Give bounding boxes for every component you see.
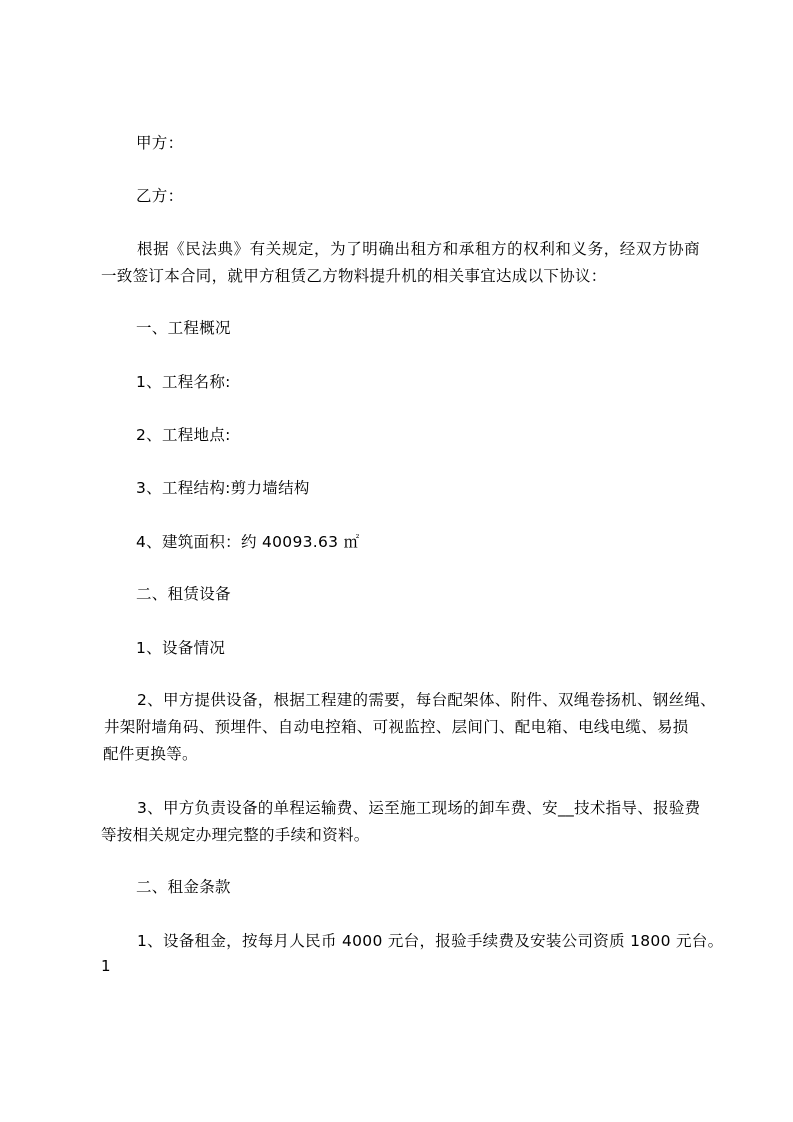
party-a-responsibility-line-1: 3、甲方负责设备的单程运输费、运至施工现场的卸车费、安__技术指导、报验费 bbox=[137, 799, 701, 817]
equipment-supply-line-3: 配件更换等。 bbox=[103, 745, 198, 763]
building-area-item: 4、建筑面积：约 40093.63 ㎡ bbox=[136, 533, 360, 551]
section-2-heading: 二、租赁设备 bbox=[136, 585, 231, 603]
project-location-item: 2、工程地点: bbox=[136, 426, 231, 444]
intro-paragraph-line-2: 一致签订本合同，就甲方租赁乙方物料提升机的相关事宜达成以下协议： bbox=[101, 267, 607, 285]
rent-terms-item: 1、设备租金，按每月人民币 4000 元台，报验手续费及安装公司资质 1800 元台。 bbox=[137, 932, 724, 950]
equipment-supply-line-2: 井架附墙角码、预埋件、自动电控箱、可视监控、层间门、配电箱、电线电缆、易损 bbox=[104, 718, 689, 736]
project-structure-item: 3、工程结构:剪力墙结构 bbox=[136, 479, 310, 497]
party-b-label: 乙方： bbox=[136, 187, 184, 205]
section-3-heading: 二、租金条款 bbox=[136, 878, 231, 896]
equipment-status-item: 1、设备情况 bbox=[136, 639, 226, 657]
equipment-supply-line-1: 2、甲方提供设备，根据工程建的需要，每台配架体、附件、双绳卷扬机、钢丝绳、 bbox=[137, 691, 716, 709]
party-a-label: 甲方： bbox=[136, 134, 184, 152]
section-1-heading: 一、工程概况 bbox=[136, 319, 231, 337]
page-number: 1 bbox=[101, 957, 111, 975]
party-a-responsibility-line-2: 等按相关规定办理完整的手续和资料。 bbox=[101, 826, 370, 844]
project-name-item: 1、工程名称: bbox=[136, 373, 231, 391]
intro-paragraph-line-1: 根据《民法典》有关规定，为了明确出租方和承租方的权利和义务，经双方协商 bbox=[137, 240, 700, 258]
